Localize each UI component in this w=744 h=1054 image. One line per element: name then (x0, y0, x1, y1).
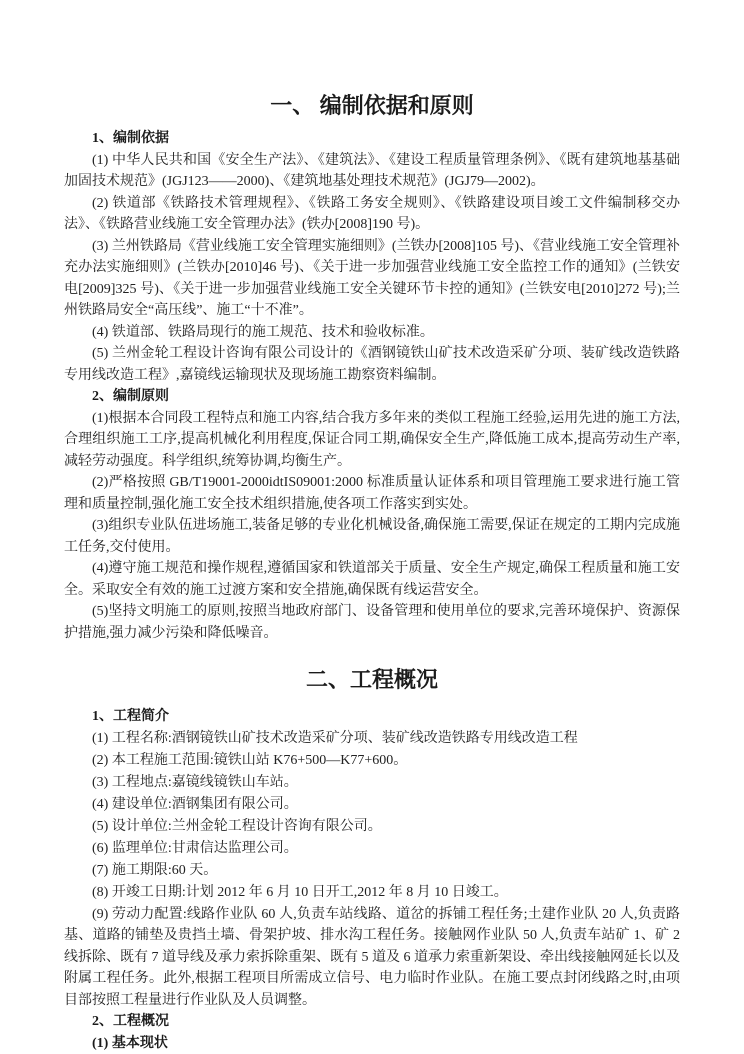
paragraph-principle-2: (2)严格按照 GB/T19001-2000idtIS09001:2000 标准质量认证体系和项目管理施工要求进行施工管理和质量控制,强化施工安全技术组织措施,使各项工作落实到实处。 (64, 472, 680, 515)
heading-compilation-basis: 1、编制依据 (92, 128, 680, 150)
heading-project-intro: 1、工程简介 (92, 706, 680, 728)
chapter-title-project-overview: 二、工程概况 (64, 666, 680, 694)
list-item-supervision-unit: (6) 监理单位:甘肃信达监理公司。 (64, 838, 680, 860)
paragraph-basis-4: (4) 铁道部、铁路局现行的施工规范、技术和验收标准。 (64, 322, 680, 344)
heading-project-overview-2: 2、工程概况 (92, 1011, 680, 1033)
heading-compilation-principles: 2、编制原则 (92, 386, 680, 408)
paragraph-basis-1: (1) 中华人民共和国《安全生产法》、《建筑法》、《建设工程质量管理条例》、《既有建筑地基基础加固技术规范》(JGJ123——2000)、《建筑地基处理技术规范》(JGJ79—2002)。 (64, 150, 680, 193)
list-item-project-name: (1) 工程名称:酒钢镜铁山矿技术改造采矿分项、装矿线改造铁路专用线改造工程 (64, 728, 680, 750)
list-item-construction-period: (7) 施工期限:60 天。 (64, 860, 680, 882)
paragraph-principle-3: (3)组织专业队伍进场施工,装备足够的专业化机械设备,确保施工需要,保证在规定的工期内完成施工任务,交付使用。 (64, 515, 680, 558)
sub-point-basic-status: (1) 基本现状 (92, 1033, 680, 1054)
paragraph-principle-5: (5)坚持文明施工的原则,按照当地政府部门、设备管理和使用单位的要求,完善环境保护、资源保护措施,强力减少污染和降低噪音。 (64, 601, 680, 644)
chapter-title-basis-principles: 一、 编制依据和原则 (64, 92, 680, 120)
paragraph-basis-3: (3) 兰州铁路局《营业线施工安全管理实施细则》(兰铁办[2008]105 号)、《营业线施工安全管理补充办法实施细则》(兰铁办[2010]46 号)、《关于进一步加强营业线施工安全监控工作的通知》(兰铁安电[2009]325 号)、《关于进一步加强营业线施工安全关键环节卡控的通知》(兰铁安电[2010]272 号);兰州铁路局安全“高压线”、施工“十不准”。 (64, 236, 680, 322)
list-item-start-end-dates: (8) 开竣工日期:计划 2012 年 6 月 10 日开工,2012 年 8 月 10 日竣工。 (64, 882, 680, 904)
list-item-project-location: (3) 工程地点:嘉镜线镜铁山车站。 (64, 772, 680, 794)
paragraph-basis-2: (2) 铁道部《铁路技术管理规程》、《铁路工务安全规则》、《铁路建设项目竣工文件编制移交办法》、《铁路营业线施工安全管理办法》(铁办[2008]190 号)。 (64, 193, 680, 236)
paragraph-basis-5: (5) 兰州金轮工程设计咨询有限公司设计的《酒钢镜铁山矿技术改造采矿分项、装矿线改造铁路专用线改造工程》,嘉镜线运输现状及现场施工勘察资料编制。 (64, 343, 680, 386)
list-item-construction-unit: (4) 建设单位:酒钢集团有限公司。 (64, 794, 680, 816)
list-item-construction-scope: (2) 本工程施工范围:镜铁山站 K76+500—K77+600。 (64, 750, 680, 772)
paragraph-principle-4: (4)遵守施工规范和操作规程,遵循国家和铁道部关于质量、安全生产规定,确保工程质量和施工安全。采取安全有效的施工过渡方案和安全措施,确保既有线运营安全。 (64, 558, 680, 601)
list-item-design-unit: (5) 设计单位:兰州金轮工程设计咨询有限公司。 (64, 816, 680, 838)
paragraph-principle-1: (1)根据本合同段工程特点和施工内容,结合我方多年来的类似工程施工经验,运用先进的施工方法,合理组织施工工序,提高机械化利用程度,保证合同工期,确保安全生产,降低施工成本,提高劳动生产率,减轻劳动强度。科学组织,统筹协调,均衡生产。 (64, 408, 680, 473)
paragraph-labor-allocation: (9) 劳动力配置:线路作业队 60 人,负责车站线路、道岔的拆铺工程任务;土建作业队 20 人,负责路基、道路的铺垫及贵挡土墙、骨架护坡、排水沟工程任务。接触网作业队 50 人,负责车站矿 1、矿 2 线拆除、既有 7 道导线及承力索拆除重架、既有 5 道及 6 道承力索重新架设、牵出线接触网延长以及附属工程任务。此外,根据工程项目所需成立信号、电力临时作业队。在施工要点封闭线路之时,由项目部按照工程量进行作业队及人员调整。 (64, 904, 680, 1012)
